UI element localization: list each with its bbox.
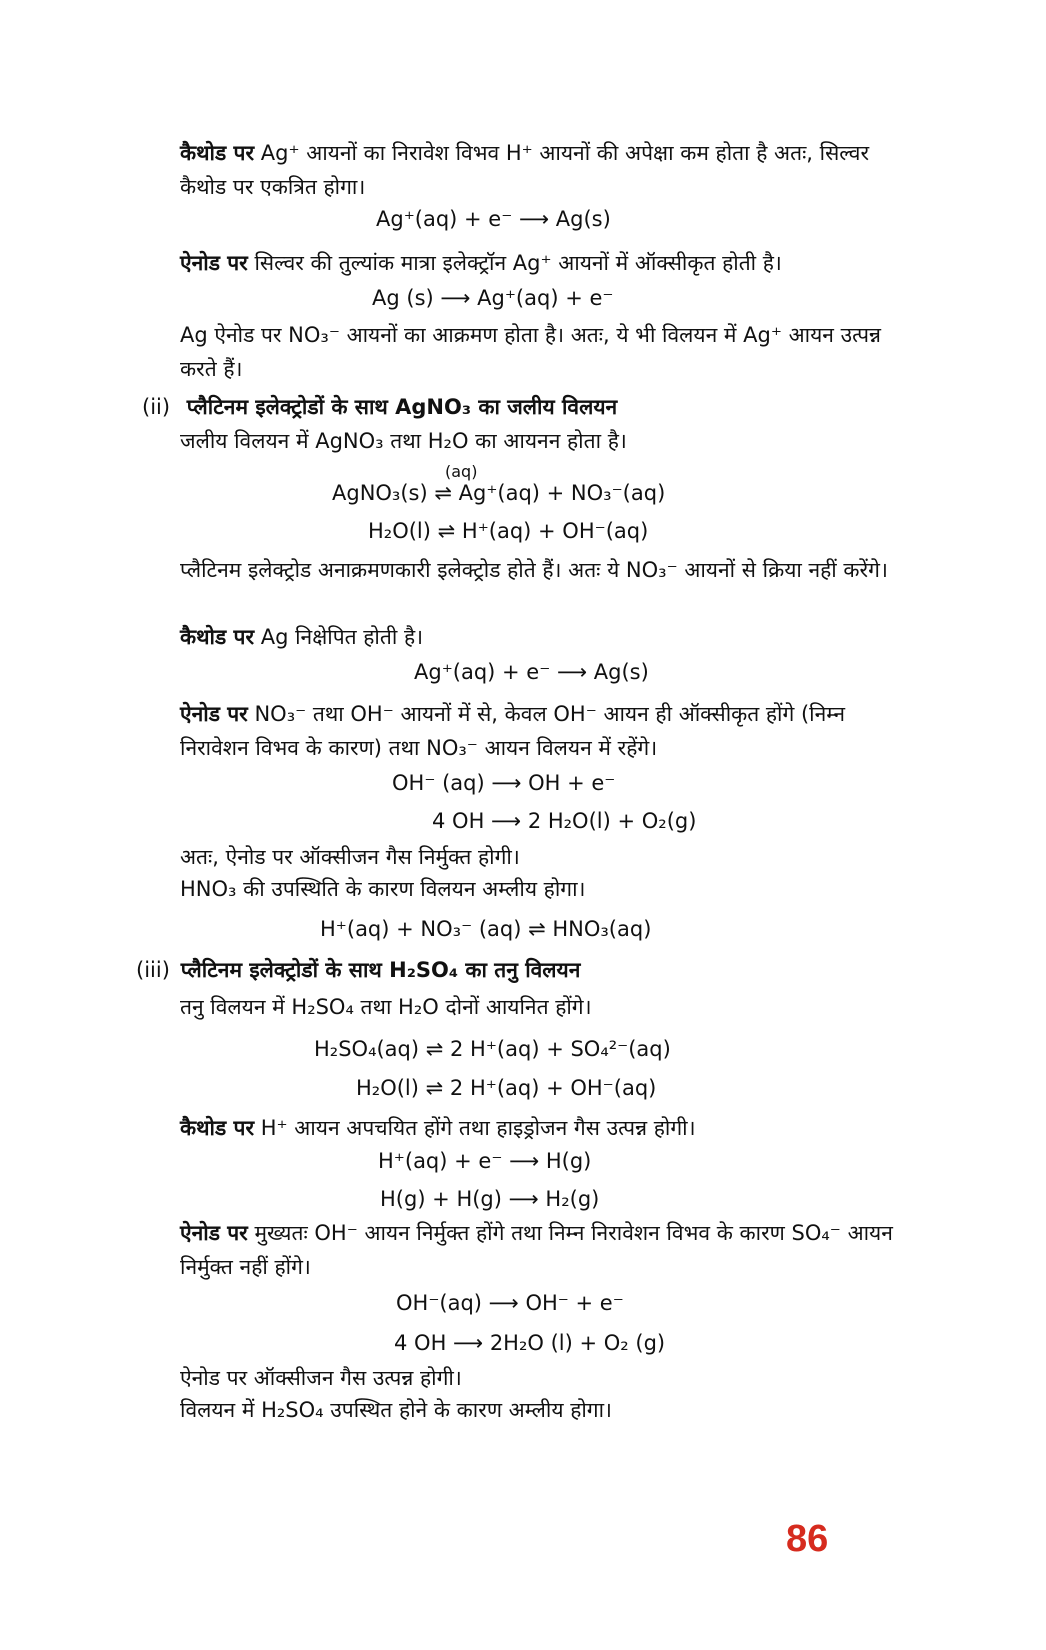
equation-4: H₂O(l) ⇌ H⁺(aq) + OH⁻(aq) — [368, 519, 649, 543]
equation-8: H⁺(aq) + NO₃⁻ (aq) ⇌ HNO₃(aq) — [320, 917, 652, 941]
equation-7: 4 OH ⟶ 2 H₂O(l) + O₂(g) — [432, 809, 697, 833]
page-number: 86 — [786, 1518, 829, 1560]
equation-6: OH⁻ (aq) ⟶ OH + e⁻ — [392, 771, 616, 795]
paragraph-agno3-ionisation: जलीय विलयन में AgNO₃ तथा H₂O का आयनन होता है। — [180, 429, 627, 453]
cathode-text: Ag⁺ आयनों का निरावेश विभव H⁺ आयनों की अपेक्षा कम होता है अतः, सिल्वर कैथोड पर एकत्रित होगा। — [180, 141, 870, 199]
paragraph-oxygen-produced: ऐनोड पर ऑक्सीजन गैस उत्पन्न होगी। — [180, 1366, 462, 1390]
section-heading-iii — [136, 953, 580, 987]
paragraph-platinum-inert: प्लैटिनम इलेक्ट्रोड अनाक्रमणकारी इलेक्ट्रोड होते हैं। अतः ये NO₃⁻ आयनों से क्रिया नहीं करेंगे। — [180, 558, 888, 582]
anode-text: सिल्वर की तुल्यांक मात्रा इलेक्ट्रॉन Ag⁺ आयनों में ऑक्सीकृत होती है। — [254, 251, 782, 275]
anode-label: ऐनोड पर — [180, 1221, 248, 1245]
equation-13: OH⁻(aq) ⟶ OH⁻ + e⁻ — [396, 1291, 624, 1315]
equilibrium-over-label: (aq) — [445, 462, 478, 481]
anode-text: मुख्यतः OH⁻ आयन निर्मुक्त होंगे तथा निम्न निरावेशन विभव के कारण SO₄⁻ आयन निर्मुक्त नहीं होंगे। — [180, 1221, 893, 1279]
paragraph-h2so4-ionisation: तनु विलयन में H₂SO₄ तथा H₂O दोनों आयनित होंगे। — [180, 995, 592, 1019]
section-title: प्लैटिनम इलेक्ट्रोडों के साथ AgNO₃ का जलीय विलयन — [186, 395, 618, 419]
paragraph-oxygen-released: अतः, ऐनोड पर ऑक्सीजन गैस निर्मुक्त होगी। — [180, 845, 520, 869]
anode-label: ऐनोड पर — [180, 702, 248, 726]
anode-paragraph-1 — [180, 246, 920, 280]
cathode-text: Ag निक्षेपित होती है। — [260, 625, 424, 649]
paragraph-acidic-solution: विलयन में H₂SO₄ उपस्थित होने के कारण अम्लीय होगा। — [180, 1398, 613, 1422]
paragraph-hno3-acidic: HNO₃ की उपस्थिति के कारण विलयन अम्लीय होगा। — [180, 877, 586, 901]
anode-text: NO₃⁻ तथा OH⁻ आयनों में से, केवल OH⁻ आयन ही ऑक्सीकृत होंगे (निम्न निरावेशन विभव के कारण) तथा NO₃⁻ आयन विलयन में रहेंगे। — [180, 702, 846, 760]
equation-1: Ag⁺(aq) + e⁻ ⟶ Ag(s) — [376, 207, 611, 231]
cathode-label: कैथोड पर — [180, 625, 255, 649]
equation-12: H(g) + H(g) ⟶ H₂(g) — [380, 1187, 600, 1211]
section-number: (iii) — [136, 958, 170, 982]
equation-10: H₂O(l) ⇌ 2 H⁺(aq) + OH⁻(aq) — [356, 1076, 657, 1100]
anode-label: ऐनोड पर — [180, 251, 248, 275]
cathode-text: H⁺ आयन अपचयित होंगे तथा हाइड्रोजन गैस उत्पन्न होगी। — [260, 1116, 696, 1140]
equation-2: Ag (s) ⟶ Ag⁺(aq) + e⁻ — [372, 286, 614, 310]
section-heading-ii — [142, 390, 617, 424]
cathode-paragraph-3 — [180, 1111, 920, 1145]
equation-9: H₂SO₄(aq) ⇌ 2 H⁺(aq) + SO₄²⁻(aq) — [314, 1037, 671, 1061]
section-number: (ii) — [142, 395, 171, 419]
cathode-label: कैथोड पर — [180, 1116, 255, 1140]
equation-3: AgNO₃(s) ⇌ Ag⁺(aq) + NO₃⁻(aq) — [332, 481, 666, 505]
equation-5: Ag⁺(aq) + e⁻ ⟶ Ag(s) — [414, 660, 649, 684]
anode-paragraph-3 — [180, 1216, 920, 1284]
cathode-label: कैथोड पर — [180, 141, 255, 165]
anode-paragraph-2 — [180, 697, 920, 765]
section-title: प्लैटिनम इलेक्ट्रोडों के साथ H₂SO₄ का तनु विलयन — [180, 958, 581, 982]
equation-14: 4 OH ⟶ 2H₂O (l) + O₂ (g) — [394, 1331, 666, 1355]
equation-11: H⁺(aq) + e⁻ ⟶ H(g) — [378, 1149, 592, 1173]
cathode-paragraph-1 — [180, 136, 920, 204]
cathode-paragraph-2 — [180, 620, 920, 654]
paragraph-ag-anode: Ag ऐनोड पर NO₃⁻ आयनों का आक्रमण होता है। अतः, ये भी विलयन में Ag⁺ आयन उत्पन्न करते हैं। — [180, 323, 882, 381]
